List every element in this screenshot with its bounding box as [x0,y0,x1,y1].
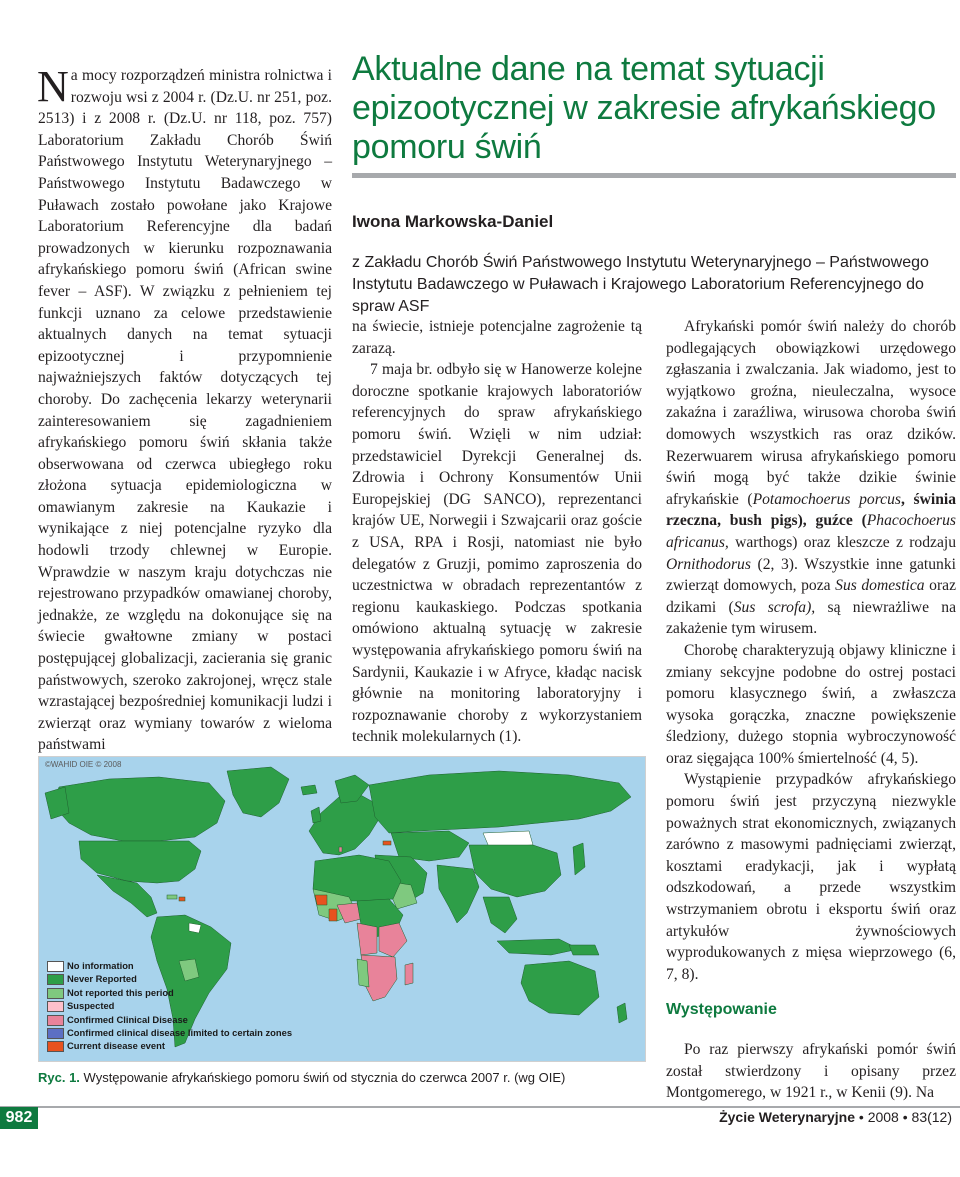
footer-divider [0,1106,960,1108]
legend-label: Not reported this period [67,986,174,998]
ghana-togo [329,909,337,921]
species-name: Potamochoerus porcus [752,490,901,508]
namibia [357,959,369,987]
legend-item-confirmed [45,1013,267,1026]
paragraph: Po raz pierwszy afrykański pomór świń został stwierdzony i opisany przez Montgomerego, w 1921 r., w Kenii (9). Na [666,1041,956,1102]
legend-label: Current disease event [67,1040,165,1052]
legend-swatch [47,961,64,972]
middle-column [352,316,642,748]
journal-name: Życie Weterynaryjne [719,1109,855,1125]
legend-swatch [47,974,64,985]
papua [569,945,599,955]
legend-label: Suspected [67,1000,115,1012]
georgia [383,841,391,845]
legend-label: Confirmed Clinical Disease [67,1013,188,1025]
legend-item-current-event [45,1039,267,1052]
journal-volume: 83(12) [911,1109,952,1125]
section-heading: Występowanie [666,1001,777,1019]
text-run: oraz dzikami ( [666,577,957,616]
intro-text: a mocy rozporządzeń ministra rolnictwa i rozwoju wsi z 2004 r. (Dz.U. nr 251, poz. 2513) i z 2008 r. (Dz.U. nr 118, poz. 757) Laboratorium Zakładu Chorób Świń Państwowego Instytutu Weterynaryjnego – Państwowego Instytutu Badawczego w Puławach zostało powołane jako Krajowe Laboratorium Referencyjne dla badań prowadzonych w kierunku rozpoznawania afrykańskiego pomoru świń (African swine fever – ASF). W związku z pełnieniem tej funkcji uznano za celowe przedstawienie aktualnych danych na temat sytuacji epizootycznej i przypomnienie najważniejszych faktów dotyczących tej choroby. Do zachęcenia lekarzy weterynarii zainteresowaniem się zagadnieniem afrykańskiego pomoru świń skłania także obserwowana od czerwca ubiegłego roku złożona sytuacja epidemiologiczna w omawianym zakresie na Kaukazie i wynikające z niej potencjalne ryzyko dla hodowli trzody chlewnej w Europie. Wprawdzie w naszym kraju dotychczas nie rejestrowano przypadków omawianej choroby, jednakże, ze względu na dokonujące się na świecie gwałtowne zmiany w postaci postępującej globalizacji, zacierania się granic państwowych, szeroko zakrojonej, wręcz stale wzrastającej bezpośredniej komunikacji ludzi i zwierząt oraz wymiany towarów z wieloma państwami [38,67,332,754]
sardinia [339,847,342,852]
article-author: Iwona Markowska-Daniel [352,212,554,231]
separator: • [855,1109,868,1125]
legend-swatch [47,988,64,999]
journal-year: 2008 [867,1109,899,1125]
mongolia [483,831,533,847]
text-run: (2, 3). Wszystkie inne gatunki zwierząt domowych, poza [666,555,956,595]
text-run: są niewrażliwe na zakażenie tym wirusem. [666,598,957,638]
legend-item-no-information [45,959,267,972]
right-column [666,316,956,1104]
paragraph: Wystąpienie przypadków afrykańskiego pomoru świń jest przyczyną niezwykle poważnych strat ekonomicznych, związanych zarówno z masowymi padnięciami zwierząt, kosztami eradykacji, jak i wypłatą odszkodowań, a przede wszystkim wstrzymaniem obrotu i eksportu świń oraz artykułów żywnościowych wyprodukowanych z mięsa wieprzowego (6, 7, 8). [666,771,956,983]
intro-paragraph [37,62,332,756]
new-zealand [617,1003,627,1023]
page-number: 982 [0,1107,38,1129]
map-legend [45,959,293,1053]
journal-info [719,1109,952,1125]
caption-label: Ryc. 1. [38,1070,80,1085]
iceland [301,785,317,795]
article-title: Aktualne dane na temat sytuacji epizootycznej w zakresie afrykańskiego pomoru świń [352,50,936,166]
left-column [37,62,332,756]
legend-swatch [47,1028,64,1039]
figure-caption [38,1070,565,1085]
author-affiliation: z Zakładu Chorób Świń Państwowego Instytutu Weterynaryjnego – Państwowego Instytutu Badawczego w Puławach i Krajowego Laboratorium Referencyjnego do spraw ASF [352,254,929,315]
haiti [179,897,185,901]
legend-item-suspected [45,999,267,1012]
legend-item-confirmed-zones [45,1026,293,1039]
figure-world-map [38,756,646,1062]
paragraph: 7 maja br. odbyło się w Hanowerze kolejne doroczne spotkanie krajowych laboratoriów referencyjnych do spraw afrykańskiego pomoru świń. Wzięli w nim udział: przedstawiciel Dyrekcji Generalnej ds. Zdrowia i Ochrony Konsumentów Unii Europejskiej (DG SANCO), reprezentanci krajów UE, Norwegii i Szwajcarii oraz goście z USA, RPA i Rosji, natomiast nie było delegatów z Gruzji, pomimo zaproszenia do uczestnictwa w obradach reprezentantów z regionu kaukaskiego. Podczas spotkania omówiono aktualną sytuację w zakresie występowania afrykańskiego pomoru świń na Sardynii, Kaukazie i w Afryce, kładąc nacisk głównie na monitoring laboratoryjny i rozpoznawanie choroby z wykorzystaniem technik molekularnych (1). [352,361,642,746]
legend-label: Confirmed clinical disease limited to certain zones [67,1026,293,1038]
senegal-gambia [315,895,327,905]
paragraph: Chorobę charakteryzują objawy kliniczne i zmiany sekcyjne podobne do ostrej postaci pomoru klasycznego świń, a zwłaszcza wysoka gorączka, znaczne powiększenie śledziony, dużego stopnia wybroczynowość oraz sięgająca 100% śmiertelność (4, 5). [666,641,956,767]
legend-item-never-reported [45,972,267,985]
legend-swatch [47,1015,64,1026]
species-name: Sus scrofa), [733,598,816,616]
paragraph: na świecie, istnieje potencjalne zagrożenie tą zarazą. [352,318,642,357]
species-name: Ornithodorus [666,555,751,573]
species-name: Sus domestica [835,577,925,595]
map-watermark: ©WAHID OIE © 2008 [45,760,122,769]
legend-swatch [47,1041,64,1052]
text-run: Afrykański pomór świń należy do chorób podlegających obowiązkowi urzędowego zgłaszania i zwalczania. Jak wiadomo, jest to wyjątkowo groźna, nieuleczalna, wysoce zakaźna i zaraźliwa, wirusowa choroba świń domowych wszystkich ras oraz dzików. Rezerwuarem wirusa afrykańskiego pomoru świń mogą być także dzikie świnie afrykańskie ( [666,318,956,508]
caption-text: Występowanie afrykańskiego pomoru świń od stycznia do czerwca 2007 r. (wg OIE) [79,1070,566,1085]
legend-label: No information [67,960,134,971]
separator: • [898,1109,912,1125]
paragraph [666,316,956,640]
caribbean [167,895,177,899]
species-name: Phacochoerus africanus, [666,512,956,551]
legend-label: Never Reported [67,973,137,985]
drop-cap: N [37,62,69,111]
legend-item-not-reported [45,986,267,999]
madagascar [405,963,413,985]
title-divider [352,173,956,178]
text-run: warthogs) oraz kleszcze z rodzaju [728,533,956,551]
guyana [189,923,201,933]
text-run: , świnia rzeczna, bush pigs), guźce ( [666,490,956,530]
legend-swatch [47,1001,64,1012]
